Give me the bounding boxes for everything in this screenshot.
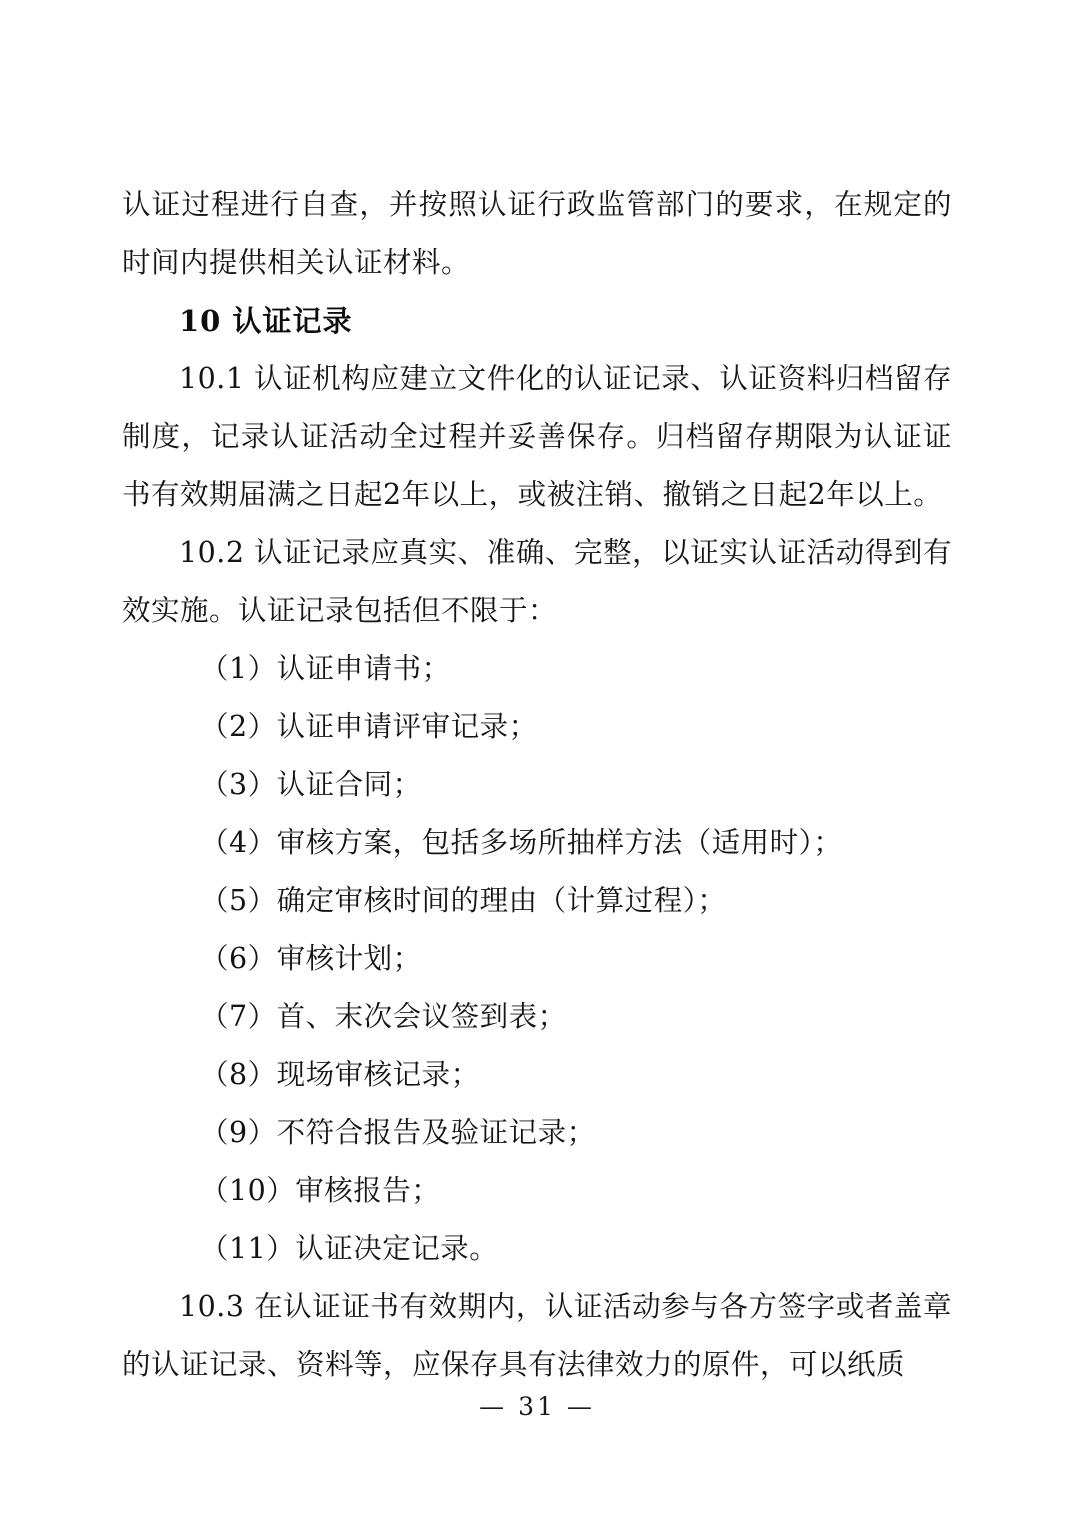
list-item: （4）审核方案，包括多场所抽样方法（适用时）； (200, 826, 843, 859)
paragraph-10-2: 10.2 认证记录应真实、准确、完整，以证实认证活动得到有效实施。认证记录包括但不限于： (122, 536, 952, 627)
list-item: （2）认证申请评审记录； (200, 710, 538, 743)
list-item: （1）认证申请书； (200, 652, 451, 685)
list-item: （11）认证决定记录。 (200, 1232, 499, 1265)
list-item: （10）审核报告； (200, 1174, 441, 1207)
paragraph-10-1: 10.1 认证机构应建立文件化的认证记录、认证资料归档留存制度，记录认证活动全过程并妥善保存。归档留存期限为认证证书有效期届满之日起2年以上，或被注销、撤销之日起2年以上。 (122, 362, 952, 511)
paragraph-continued: 认证过程进行自查，并按照认证行政监管部门的要求，在规定的时间内提供相关认证材料。 (122, 188, 952, 279)
list-item: （7）首、末次会议签到表； (200, 1000, 567, 1033)
list-item: （6）审核计划； (200, 942, 422, 975)
page-content (122, 176, 952, 1394)
paragraph-10-3: 10.3 在认证证书有效期内，认证活动参与各方签字或者盖章的认证记录、资料等，应保存具有法律效力的原件，可以纸质 (122, 1290, 952, 1381)
list-item: （9）不符合报告及验证记录； (200, 1116, 596, 1149)
section-heading-10: 10 认证记录 (179, 304, 353, 338)
list-item: （3）认证合同； (200, 768, 422, 801)
page-number-footer: — 31 — (479, 1392, 595, 1421)
list-item: （8）现场审核记录； (200, 1058, 480, 1091)
list-item: （5）确定审核时间的理由（计算过程）； (200, 884, 727, 917)
